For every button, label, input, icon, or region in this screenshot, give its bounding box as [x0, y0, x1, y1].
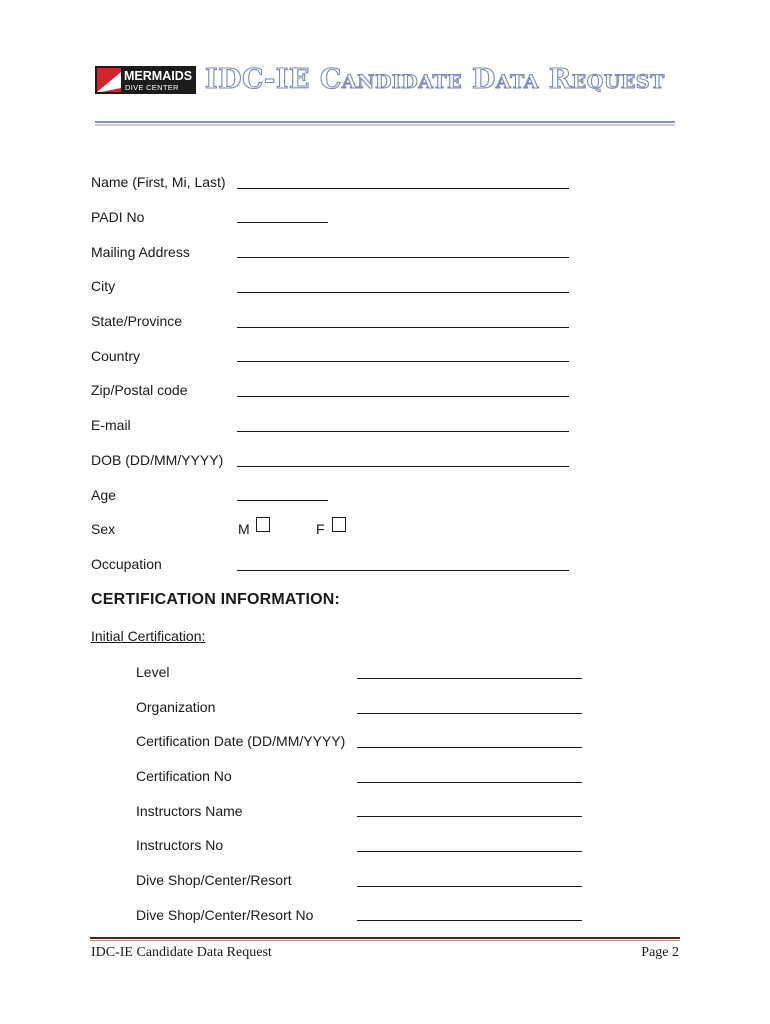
instructors-no-field[interactable]: [357, 851, 582, 852]
occupation-field[interactable]: [237, 570, 569, 571]
field-label-sex: Sex: [91, 521, 116, 537]
field-label-age: Age: [91, 487, 116, 503]
logo-subtitle: DIVE CENTER: [125, 83, 179, 92]
email-field[interactable]: [237, 431, 569, 432]
padi-no-field[interactable]: [237, 222, 328, 223]
cert-label-level: Level: [136, 664, 170, 680]
cert-label-certification-date: Certification Date (DD/MM/YYYY): [136, 733, 346, 749]
logo-brand: MERMAIDS: [124, 69, 193, 83]
certification-no-field[interactable]: [357, 782, 582, 783]
sex-f-checkbox[interactable]: [332, 517, 346, 532]
cert-label-dive-shop-no: Dive Shop/Center/Resort No: [136, 907, 314, 923]
certification-heading: CERTIFICATION INFORMATION:: [91, 591, 341, 608]
initial-certification-subheading: Initial Certification:: [91, 628, 206, 644]
country-field[interactable]: [237, 361, 569, 362]
instructors-name-field[interactable]: [357, 816, 582, 817]
field-label-email: E-mail: [91, 417, 131, 433]
footer-document-title: IDC-IE Candidate Data Request: [91, 945, 272, 960]
sex-m-checkbox[interactable]: [256, 517, 270, 532]
cert-label-instructors-no: Instructors No: [136, 837, 224, 853]
sex-option-f-label: F: [316, 521, 325, 537]
field-label-mailing-address: Mailing Address: [91, 244, 190, 260]
field-label-zip: Zip/Postal code: [91, 382, 188, 398]
cert-label-instructors-name: Instructors Name: [136, 803, 243, 819]
footer-page-number: Page 2: [641, 945, 679, 960]
sex-option-m-label: M: [238, 521, 250, 537]
certification-date-field[interactable]: [357, 747, 582, 748]
field-label-padi-no: PADI No: [91, 209, 145, 225]
document-title: IDC-IE Candidate Data Request: [205, 64, 665, 95]
zip-postal-code-field[interactable]: [237, 396, 569, 397]
field-label-state: State/Province: [91, 313, 183, 329]
cert-label-dive-shop: Dive Shop/Center/Resort: [136, 872, 292, 888]
footer-divider: [90, 937, 680, 941]
age-field[interactable]: [237, 500, 328, 501]
state-province-field[interactable]: [237, 327, 569, 328]
mailing-address-field[interactable]: [237, 257, 569, 258]
cert-label-organization: Organization: [136, 699, 216, 715]
field-label-dob: DOB (DD/MM/YYYY): [91, 452, 224, 468]
field-label-name: Name (First, Mi, Last): [91, 174, 226, 190]
field-label-city: City: [91, 278, 116, 294]
dive-shop-field[interactable]: [357, 886, 582, 887]
city-field[interactable]: [237, 292, 569, 293]
field-label-country: Country: [91, 348, 141, 364]
field-label-occupation: Occupation: [91, 556, 162, 572]
dob-field[interactable]: [237, 466, 569, 467]
mermaids-logo: [95, 66, 196, 94]
dive-shop-no-field[interactable]: [357, 920, 582, 921]
level-field[interactable]: [357, 678, 582, 679]
title-divider: [95, 121, 675, 126]
organization-field[interactable]: [357, 713, 582, 714]
name-field[interactable]: [237, 188, 569, 189]
cert-label-certification-no: Certification No: [136, 768, 232, 784]
